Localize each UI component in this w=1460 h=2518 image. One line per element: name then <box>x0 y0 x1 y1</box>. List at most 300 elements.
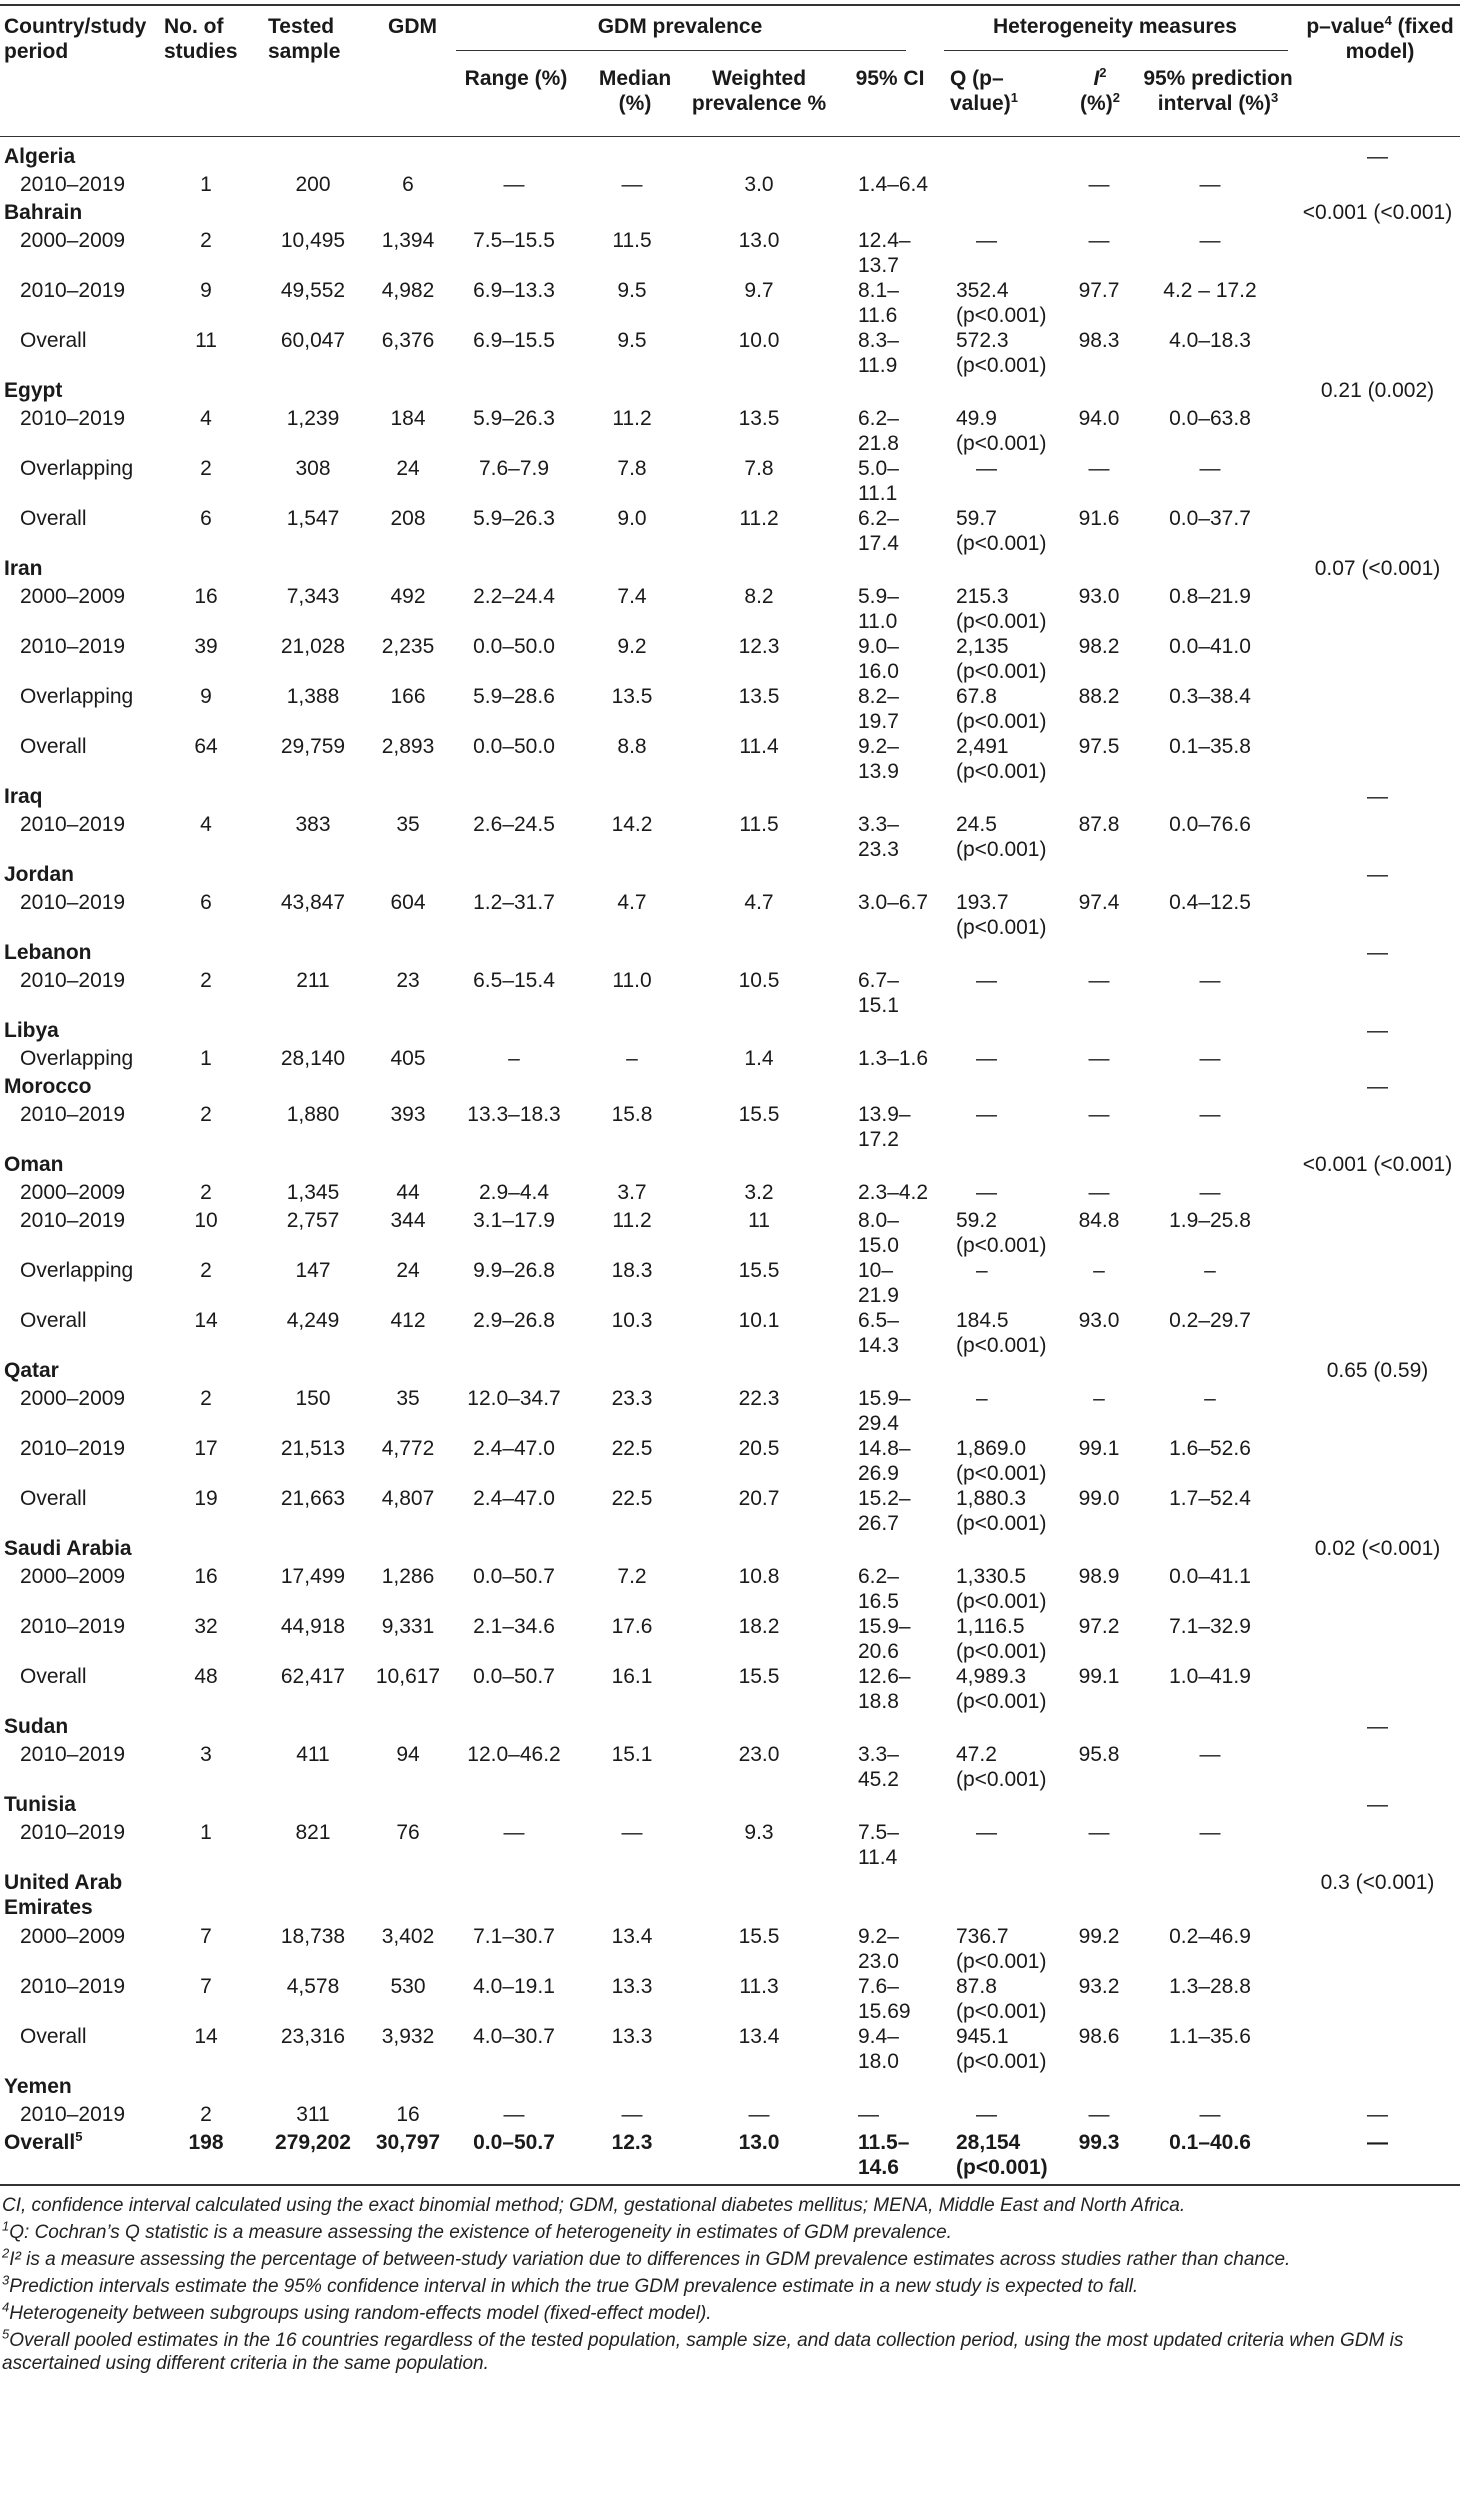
i2-cell: — <box>1088 2103 1110 2126</box>
country-row <box>0 144 1460 172</box>
i2-cell: 94.0 <box>1078 407 1120 430</box>
gdm-cases-cell: 1,394 <box>381 229 435 252</box>
no-studies-cell: 7 <box>200 1925 212 1948</box>
q-part: – <box>976 1259 988 1282</box>
gdm-cases-cell: 16 <box>396 2103 420 2126</box>
table-row <box>0 1046 1460 1074</box>
no-studies-cell: 19 <box>194 1487 218 1510</box>
gdm-cases-cell: 184 <box>390 407 426 430</box>
footnote-number: 4 <box>2 2299 10 2315</box>
q-part: 59.7 <box>956 507 997 530</box>
weighted-prevalence-cell: 15.5 <box>738 1665 780 1688</box>
q-part: 184.5 <box>956 1309 1009 1332</box>
weighted-prevalence-cell: 22.3 <box>738 1387 780 1410</box>
ci-part: 6.7– <box>858 969 899 992</box>
country-name: Bahrain <box>4 201 83 224</box>
median-cell: 11.0 <box>612 969 652 992</box>
range-cell: 2.9–26.8 <box>473 1309 555 1332</box>
table-row <box>0 1386 1460 1436</box>
q-part: (p<0.001) <box>956 1512 1047 1535</box>
gdm-cases-cell: 3,402 <box>381 1925 435 1948</box>
gdm-cases-cell: 9,331 <box>381 1615 435 1638</box>
median-cell: 4.7 <box>617 891 647 914</box>
no-studies-cell: 14 <box>194 2025 218 2048</box>
ci-part: 12.4– <box>858 229 911 252</box>
ci-cell <box>838 1386 946 1436</box>
gdm-cases-cell: 3,932 <box>381 2025 435 2048</box>
ci-cell <box>838 506 946 556</box>
median-cell: 15.8 <box>611 1103 653 1126</box>
q-cell <box>946 1102 1066 1127</box>
header-weighted-prevalence: Weighted prevalence % <box>691 67 827 115</box>
period-text: 2000–2009 <box>20 1181 126 1204</box>
period-text: 2000–2009 <box>20 229 126 252</box>
q-part: — <box>976 2103 997 2126</box>
q-part: — <box>976 457 997 480</box>
range-cell: 13.3–18.3 <box>467 1103 561 1126</box>
table-row <box>0 1664 1460 1714</box>
gdm-cases-cell: 94 <box>396 1743 420 1766</box>
tested-sample-cell: 28,140 <box>280 1047 346 1070</box>
q-part: 59.2 <box>956 1209 997 1232</box>
q-part: — <box>976 229 997 252</box>
ci-part: 9.0– <box>858 635 899 658</box>
q-cell <box>946 1742 1066 1792</box>
prediction-interval-cell: 0.0–76.6 <box>1169 813 1251 836</box>
header-tested-sample: Tested sample <box>268 15 341 63</box>
period-label <box>20 406 176 431</box>
gdm-cases-cell: 23 <box>396 969 420 992</box>
table-row <box>0 1102 1460 1152</box>
ci-cell <box>838 1486 946 1536</box>
ci-part: 6.2– <box>858 407 899 430</box>
prediction-interval-cell: — <box>1199 1181 1221 1204</box>
i2-cell: 93.0 <box>1078 1309 1120 1332</box>
period-text: 2000–2009 <box>20 1925 126 1948</box>
range-cell: — <box>503 2103 525 2126</box>
range-cell: 5.9–28.6 <box>473 685 555 708</box>
range-cell: — <box>503 1821 525 1844</box>
prediction-interval-cell: 1.0–41.9 <box>1169 1665 1251 1688</box>
ci-part: 6.2– <box>858 1565 899 1588</box>
prediction-interval-cell: — <box>1199 1047 1221 1070</box>
period-label <box>20 1386 176 1411</box>
heterogeneity-rule <box>944 50 1288 51</box>
footnote-text: Overall pooled estimates in the 16 countries regardless of the tested population, sample size, and data collection period, using the most updated criteria when GDM is ascertained using different criteria in the same population. <box>2 2330 1404 2374</box>
prediction-interval-cell: — <box>1199 1743 1221 1766</box>
no-studies-cell: 4 <box>200 407 212 430</box>
tested-sample-cell: 10,495 <box>280 229 346 252</box>
q-part: (p<0.001) <box>956 304 1047 327</box>
tested-sample-cell: 4,249 <box>286 1309 340 1332</box>
ci-part: 8.2– <box>858 685 899 708</box>
period-label <box>20 812 176 837</box>
range-cell: 7.5–15.5 <box>473 229 555 252</box>
ci-part: 8.0– <box>858 1209 899 1232</box>
no-studies-cell: 1 <box>200 173 212 196</box>
tested-sample-cell: 311 <box>296 2103 330 2126</box>
ci-part: 13.9– <box>858 1103 911 1126</box>
period-text: 2000–2009 <box>20 1565 126 1588</box>
period-text: Overlapping <box>20 457 134 480</box>
prediction-interval-cell: 1.1–35.6 <box>1169 2025 1251 2048</box>
tested-sample-cell: 21,513 <box>280 1437 346 1460</box>
weighted-prevalence-cell: 12.3 <box>738 635 780 658</box>
period-label <box>20 278 176 303</box>
weighted-prevalence-cell: 11.3 <box>739 1975 779 1998</box>
weighted-prevalence-cell: 15.5 <box>738 1259 780 1282</box>
ci-part: 15.1 <box>858 994 899 1017</box>
range-cell: 12.0–34.7 <box>467 1387 561 1410</box>
period-label <box>20 228 176 253</box>
i2-cell: 87.8 <box>1078 813 1120 836</box>
weighted-prevalence-cell: 11 <box>748 1209 770 1232</box>
i2-cell: 99.1 <box>1078 1437 1120 1460</box>
country-row <box>0 556 1460 584</box>
i2-cell: — <box>1088 1181 1110 1204</box>
period-text: 2010–2019 <box>20 2103 126 2126</box>
i2-cell: — <box>1088 1103 1110 1126</box>
footnote <box>2 2272 1458 2298</box>
q-part: 736.7 <box>956 1925 1009 1948</box>
ci-cell <box>838 1564 946 1614</box>
prediction-interval-cell: — <box>1199 2103 1221 2126</box>
tested-sample-cell: 1,345 <box>286 1181 340 1204</box>
footnote-number: 2 <box>2 2245 10 2261</box>
country-name: United Arab Emirates <box>4 1871 123 1919</box>
weighted-prevalence-cell: 13.5 <box>738 407 780 430</box>
q-cell <box>946 328 1066 378</box>
i2-cell: — <box>1088 1047 1110 1070</box>
header-country-period: Country/study period <box>4 15 147 63</box>
q-cell <box>946 278 1066 328</box>
period-label <box>20 1486 176 1511</box>
period-text: Overall <box>20 507 87 530</box>
ci-cell <box>838 684 946 734</box>
ci-part: 26.9 <box>858 1462 899 1485</box>
ci-cell <box>838 1046 946 1071</box>
prediction-interval-cell: 0.0–63.8 <box>1169 407 1251 430</box>
country-name: Iran <box>4 557 43 580</box>
median-cell: 7.4 <box>617 585 647 608</box>
period-text: 2010–2019 <box>20 813 126 836</box>
q-part: 352.4 <box>956 279 1009 302</box>
q-cell <box>946 734 1066 784</box>
table-row <box>0 890 1460 940</box>
prediction-interval-cell: 0.0–41.0 <box>1169 635 1251 658</box>
period-text: 2010–2019 <box>20 1975 126 1998</box>
no-studies-cell: 17 <box>194 1437 218 1460</box>
period-text: Overall <box>20 1665 87 1688</box>
period-text: 2010–2019 <box>20 1743 126 1766</box>
ci-cell <box>838 1208 946 1258</box>
tested-sample-cell: 821 <box>295 1821 331 1844</box>
median-cell: 12.3 <box>611 2131 653 2154</box>
ci-part: 18.0 <box>858 2050 899 2073</box>
i2-cell: — <box>1088 229 1110 252</box>
country-name: Oman <box>4 1153 64 1176</box>
median-cell: – <box>626 1047 638 1070</box>
gdm-cases-cell: 24 <box>396 1259 420 1282</box>
weighted-prevalence-cell: 13.5 <box>738 685 780 708</box>
gdm-cases-cell: 10,617 <box>375 1665 441 1688</box>
ci-part: 11.5– <box>858 2131 910 2154</box>
q-part: (p<0.001) <box>956 1640 1047 1663</box>
no-studies-cell: 1 <box>200 1821 212 1844</box>
table-row <box>0 1486 1460 1536</box>
no-studies-cell: 14 <box>194 1309 218 1332</box>
ci-part: 14.8– <box>858 1437 911 1460</box>
i2-cell: 98.3 <box>1078 329 1120 352</box>
i2-cell: 91.6 <box>1078 507 1120 530</box>
header-range: Range (%) <box>464 67 568 90</box>
no-studies-cell: 2 <box>200 1387 212 1410</box>
footnote <box>2 2326 1458 2375</box>
gdm-cases-cell: 6 <box>402 173 414 196</box>
ci-cell <box>838 1820 946 1870</box>
ci-part: 6.5– <box>858 1309 899 1332</box>
prediction-interval-cell: 0.2–46.9 <box>1169 1925 1251 1948</box>
i2-cell: — <box>1088 969 1110 992</box>
no-studies-cell: 7 <box>200 1975 212 1998</box>
ci-part: 23.0 <box>858 1950 899 1973</box>
tested-sample-cell: 2,757 <box>286 1209 340 1232</box>
median-cell: 13.3 <box>611 2025 653 2048</box>
prediction-interval-cell: 0.0–41.1 <box>1169 1565 1251 1588</box>
ci-part: 12.6– <box>858 1665 911 1688</box>
prediction-interval-cell: 1.6–52.6 <box>1169 1437 1251 1460</box>
q-part: 47.2 <box>956 1743 997 1766</box>
country-row <box>0 940 1460 968</box>
country-row <box>0 784 1460 812</box>
footnote-number: 3 <box>2 2272 10 2288</box>
range-cell: 2.1–34.6 <box>473 1615 555 1638</box>
q-part: (p<0.001) <box>956 660 1047 683</box>
median-cell: 9.5 <box>617 279 647 302</box>
period-text: Overlapping <box>20 685 134 708</box>
gdm-cases-cell: 6,376 <box>381 329 435 352</box>
gdm-cases-cell: 405 <box>390 1047 426 1070</box>
range-cell: 0.0–50.7 <box>473 2131 555 2154</box>
period-label <box>20 890 176 915</box>
q-cell <box>946 1564 1066 1614</box>
q-part: 1,116.5 <box>956 1615 1025 1638</box>
q-part: (p<0.001) <box>956 838 1047 861</box>
range-cell: 6.9–13.3 <box>473 279 555 302</box>
header-median: Median (%) <box>598 67 672 115</box>
period-label <box>20 1208 176 1233</box>
q-part: (p<0.001) <box>956 2000 1047 2023</box>
ci-part: 3.3– <box>858 1743 899 1766</box>
q-cell <box>946 890 1066 940</box>
weighted-prevalence-cell: 13.0 <box>738 229 780 252</box>
period-label <box>20 1180 176 1205</box>
ci-part: 15.69 <box>858 2000 911 2023</box>
period-text: Overlapping <box>20 1259 134 1282</box>
median-cell: 3.7 <box>617 1181 647 1204</box>
ci-part: 15.9– <box>858 1387 911 1410</box>
period-label <box>20 968 176 993</box>
ci-part: 19.7 <box>858 710 899 733</box>
range-cell: 4.0–30.7 <box>473 2025 555 2048</box>
period-label <box>20 1924 176 1949</box>
gdm-cases-cell: 44 <box>396 1181 420 1204</box>
country-row <box>0 1792 1460 1820</box>
country-row <box>0 862 1460 890</box>
i2-cell: 88.2 <box>1078 685 1120 708</box>
ci-part: 3.3– <box>858 813 899 836</box>
ci-part: 9.2– <box>858 735 899 758</box>
weighted-prevalence-cell: 9.7 <box>744 279 774 302</box>
country-row <box>0 1074 1460 1102</box>
range-cell: 5.9–26.3 <box>473 407 555 430</box>
period-label <box>20 1742 176 1767</box>
period-text: 2010–2019 <box>20 1437 126 1460</box>
ci-part: 15.9– <box>858 1615 911 1638</box>
range-cell: 0.0–50.0 <box>473 635 555 658</box>
prediction-interval-cell: 7.1–32.9 <box>1169 1615 1251 1638</box>
country-name: Egypt <box>4 379 63 402</box>
prediction-interval-cell: — <box>1199 229 1221 252</box>
prediction-interval-cell: 0.1–40.6 <box>1169 2131 1251 2154</box>
no-studies-cell: 64 <box>194 735 218 758</box>
period-text: 2010–2019 <box>20 969 126 992</box>
range-cell: 3.1–17.9 <box>473 1209 555 1232</box>
tested-sample-cell: 308 <box>295 457 331 480</box>
table-row <box>0 328 1460 378</box>
tested-sample-cell: 4,578 <box>286 1975 340 1998</box>
ci-cell <box>838 328 946 378</box>
ci-part: 1.3–1.6 <box>858 1047 929 1070</box>
q-part: (p<0.001) <box>956 1690 1047 1713</box>
q-cell <box>946 584 1066 634</box>
footnote-text: Q: Cochran’s Q statistic is a measure assessing the existence of heterogeneity in estimates of GDM prevalence. <box>9 2222 952 2243</box>
period-label <box>20 172 176 197</box>
gdm-prevalence-rule <box>456 50 906 51</box>
tested-sample-cell: 17,499 <box>280 1565 346 1588</box>
q-part: 1,880.3 <box>956 1487 1027 1510</box>
range-cell: 12.0–46.2 <box>467 1743 561 1766</box>
q-part: 67.8 <box>956 685 997 708</box>
pvalue-cell: <0.001 (<0.001) <box>1302 1153 1453 1176</box>
gdm-cases-cell: 24 <box>396 457 420 480</box>
tested-sample-cell: 43,847 <box>280 891 346 914</box>
period-label <box>20 1974 176 1999</box>
q-part: 4,989.3 <box>956 1665 1027 1688</box>
gdm-cases-cell: 344 <box>390 1209 426 1232</box>
q-part: 193.7 <box>956 891 1009 914</box>
weighted-prevalence-cell: 10.5 <box>738 969 780 992</box>
median-cell: 15.1 <box>611 1743 653 1766</box>
weighted-prevalence-cell: 3.2 <box>744 1181 774 1204</box>
period-label <box>20 506 176 531</box>
country-row <box>0 200 1460 228</box>
period-text: 2000–2009 <box>20 585 126 608</box>
q-cell <box>946 1924 1066 1974</box>
tested-sample-cell: 1,880 <box>286 1103 340 1126</box>
table-row <box>0 1208 1460 1258</box>
median-cell: 8.8 <box>617 735 647 758</box>
ci-cell <box>838 1102 946 1152</box>
q-part: 215.3 <box>956 585 1009 608</box>
pvalue-cell: — <box>1367 1715 1388 1738</box>
ci-part: 14.3 <box>858 1334 899 1357</box>
tested-sample-cell: 62,417 <box>280 1665 346 1688</box>
table-row <box>0 278 1460 328</box>
range-cell: 9.9–26.8 <box>473 1259 555 1282</box>
tested-sample-cell: 150 <box>295 1387 331 1410</box>
prediction-interval-cell: — <box>1199 457 1221 480</box>
period-text: 2010–2019 <box>20 173 126 196</box>
ci-part: 23.3 <box>858 838 899 861</box>
no-studies-cell: 2 <box>200 1181 212 1204</box>
range-cell: 6.5–15.4 <box>473 969 555 992</box>
weighted-prevalence-cell: 23.0 <box>738 1743 780 1766</box>
weighted-prevalence-cell: — <box>748 2103 770 2126</box>
i2-cell: 93.0 <box>1078 585 1120 608</box>
ci-part: 9.4– <box>858 2025 899 2048</box>
footnote <box>2 2299 1458 2325</box>
gdm-cases-cell: 2,235 <box>381 635 435 658</box>
ci-cell <box>838 634 946 684</box>
q-part: (p<0.001) <box>956 1590 1047 1613</box>
i2-cell: — <box>1088 173 1110 196</box>
ci-part: 5.9– <box>858 585 899 608</box>
q-cell <box>946 1386 1066 1411</box>
period-label <box>20 1258 176 1283</box>
q-cell <box>946 228 1066 253</box>
prediction-interval-cell: 4.2 – 17.2 <box>1163 279 1257 302</box>
tested-sample-cell: 18,738 <box>280 1925 346 1948</box>
pvalue-cell: 0.65 (0.59) <box>1326 1359 1429 1382</box>
table-row <box>0 1924 1460 1974</box>
period-label <box>20 634 176 659</box>
range-cell: 5.9–26.3 <box>473 507 555 530</box>
ci-part: 6.2– <box>858 507 899 530</box>
no-studies-cell: 16 <box>194 585 218 608</box>
country-name: Morocco <box>4 1075 92 1098</box>
period-text: Overall <box>20 1309 87 1332</box>
tested-sample-cell: 7,343 <box>286 585 340 608</box>
q-part: (p<0.001) <box>956 916 1047 939</box>
ci-cell <box>838 734 946 784</box>
pvalue-cell: 0.02 (<0.001) <box>1314 1537 1441 1560</box>
ci-part: 11.1 <box>858 482 898 505</box>
median-cell: 16.1 <box>611 1665 653 1688</box>
table-row <box>0 406 1460 456</box>
i2-cell: 98.2 <box>1078 635 1120 658</box>
country-row <box>0 1536 1460 1564</box>
i2-cell: 97.4 <box>1078 891 1120 914</box>
period-label <box>20 1664 176 1689</box>
q-part: (p<0.001) <box>956 1950 1047 1973</box>
ci-part: 15.0 <box>858 1234 899 1257</box>
ci-cell <box>838 2102 946 2127</box>
weighted-prevalence-cell: 20.7 <box>738 1487 780 1510</box>
header-i2: $I^2$ (%)$^2$ <box>1080 65 1120 115</box>
no-studies-cell: 16 <box>194 1565 218 1588</box>
country-name: Jordan <box>4 863 75 886</box>
q-part: (p<0.001) <box>956 1234 1047 1257</box>
no-studies-cell: 32 <box>194 1615 218 1638</box>
q-cell <box>946 2102 1066 2127</box>
ci-part: 15.2– <box>858 1487 911 1510</box>
prediction-interval-cell: — <box>1199 173 1221 196</box>
country-name: Algeria <box>4 145 76 168</box>
prediction-interval-cell: 0.8–21.9 <box>1169 585 1251 608</box>
ci-cell <box>838 1258 946 1308</box>
country-name: Lebanon <box>4 941 92 964</box>
